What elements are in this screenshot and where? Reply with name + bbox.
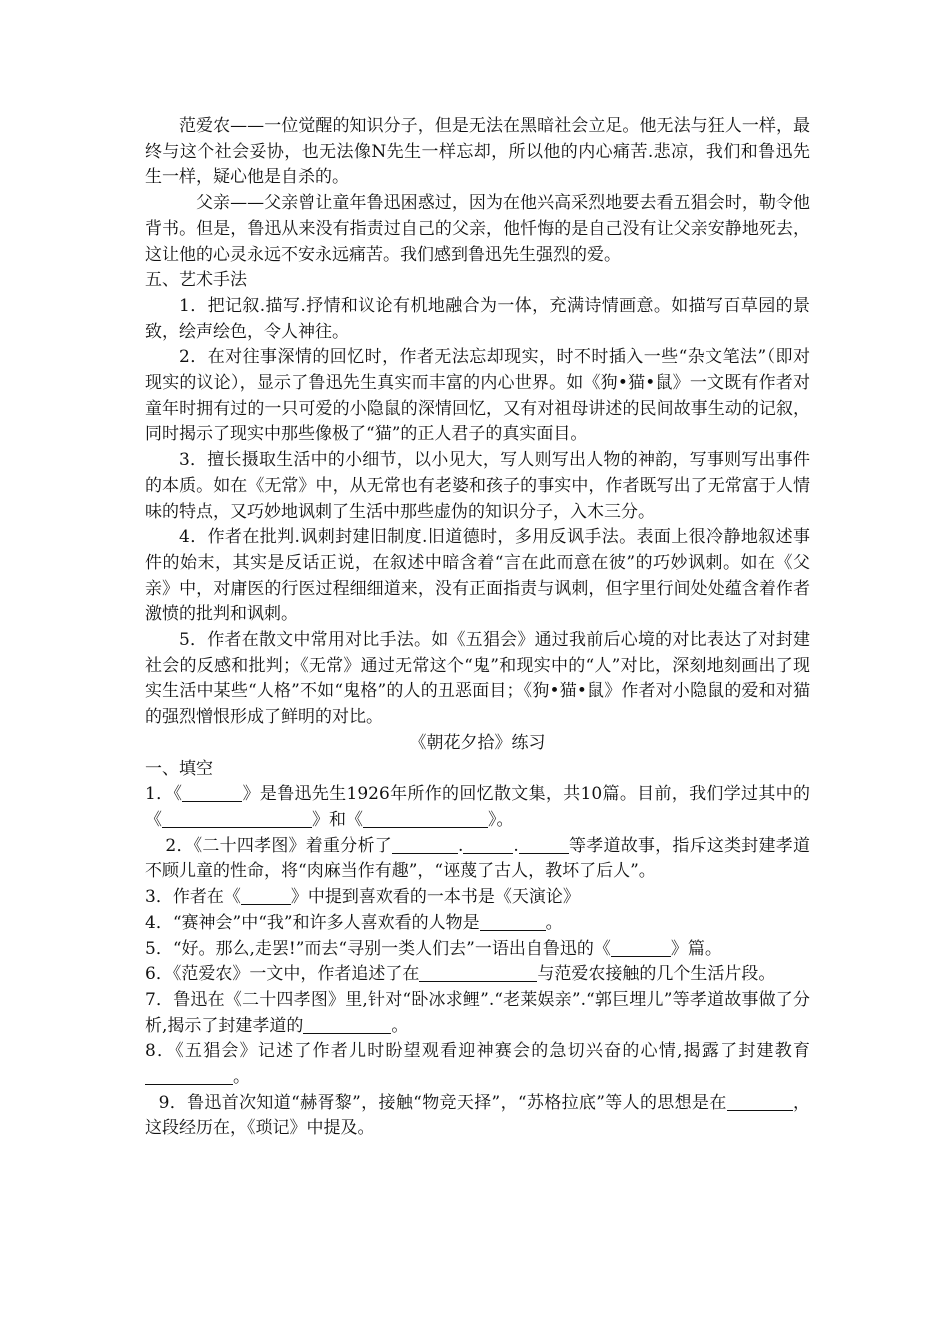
- answer-blank[interactable]: [419, 963, 537, 982]
- answer-blank[interactable]: [480, 912, 546, 931]
- answer-blank[interactable]: [162, 809, 312, 828]
- answer-blank[interactable]: [611, 938, 671, 957]
- answer-blank[interactable]: [241, 886, 291, 905]
- question-5: 5．“好。那么,走罢!”而去“寻别一类人们去”一语出自鲁迅的《 》篇。: [145, 938, 722, 959]
- question-3: 3．作者在《 》中提到喜欢看的一本书是《天演论》: [145, 887, 580, 908]
- answer-blank[interactable]: [392, 835, 458, 854]
- question-9: 9．鲁迅首次知道“赫胥黎”，接触“物竞天择”，“苏格拉底”等人的思想是在 ，这段经历在，《琐记》中提及。: [145, 1092, 810, 1139]
- paragraph-father: 父亲——父亲曾让童年鲁迅困惑过，因为在他兴高采烈地要去看五猖会时，勒令他背书。但是，鲁迅从来没有指责过自己的父亲，他忏悔的是自己没有让父亲安静地死去，这让他的心灵永远不安永远痛苦。我们感到鲁迅先生强烈的爱。: [145, 193, 810, 265]
- answer-blank[interactable]: [363, 809, 488, 828]
- answer-blank[interactable]: [303, 1015, 391, 1034]
- technique-item-2: 2．在对往事深情的回忆时，作者无法忘却现实，时不时插入一些“杂文笔法”（即对现实的议论），显示了鲁迅先生真实而丰富的内心世界。如《狗•猫•鼠》一文既有作者对童年时拥有过的一只可爱的小隐鼠的深情回忆，又有对祖母讲述的民间故事生动的记叙，同时揭示了现实中那些像极了“猫”的正人君子的真实面目。: [145, 347, 810, 445]
- technique-item-5: 5．作者在散文中常用对比手法。如《五猖会》通过我前后心境的对比表达了对封建社会的反感和批判；《无常》通过无常这个“鬼”和现实中的“人”对比，深刻地刻画出了现实生活中某些“人格”不如“鬼格”的人的丑恶面目；《狗•猫•鼠》作者对小隐鼠的爱和对猫的强烈憎恨形成了鲜明的对比。: [145, 630, 810, 728]
- question-7: 7．鲁迅在《二十四孝图》里,针对“卧冰求鲤”.“老莱娱亲”.“郭巨埋儿”等孝道故事做了分析,揭示了封建孝道的 。: [145, 989, 810, 1036]
- question-8: 8．《五猖会》记述了作者儿时盼望观看迎神赛会的急切兴奋的心情,揭露了封建教育。: [145, 1041, 810, 1088]
- question-1: 1．《 》是鲁迅先生1926年所作的回忆散文集，共10篇。目前，我们学过其中的《 》和《 》。: [145, 784, 810, 830]
- answer-blank[interactable]: [182, 783, 242, 802]
- question-4: 4．“赛神会”中“我”和许多人喜欢看的人物是 。: [145, 912, 563, 933]
- exercise-title: 《朝花夕拾》练习: [409, 732, 546, 753]
- paragraph-fan-ainong: 范爱农——一位觉醒的知识分子，但是无法在黑暗社会立足。他无法与狂人一样，最终与这个社会妥协，也无法像N先生一样忘却，所以他的内心痛苦.悲凉，我们和鲁迅先生一样，疑心他是自杀的。: [145, 116, 810, 188]
- answer-blank[interactable]: [519, 835, 569, 854]
- technique-item-1: 1．把记叙.描写.抒情和议论有机地融合为一体，充满诗情画意。如描写百草园的景致，绘声绘色，令人神往。: [145, 295, 810, 342]
- exercise-heading-fill-blanks: 一、填空: [145, 758, 213, 779]
- question-6: 6．《范爱农》一文中，作者追述了在 与范爱农接触的几个生活片段。: [145, 964, 776, 985]
- answer-blank[interactable]: [463, 835, 513, 854]
- answer-blank[interactable]: [727, 1092, 793, 1111]
- technique-item-4: 4．作者在批判.讽刺封建旧制度.旧道德时，多用反讽手法。表面上很冷静地叙述事件的始末，其实是反话正说，在叙述中暗含着“言在此而意在彼”的巧妙讽刺。如在《父亲》中，对庸医的行医过程细细道来，没有正面指责与讽刺，但字里行间处处蕴含着作者激愤的批判和讽刺。: [145, 527, 810, 625]
- page-content: [145, 114, 810, 1142]
- section-heading-art-techniques: 五、艺术手法: [145, 270, 247, 291]
- answer-blank[interactable]: [145, 1066, 233, 1085]
- question-2: 2．《二十四孝图》着重分析了 . . 等孝道故事，指斥这类封建孝道不顾儿童的性命，将“肉麻当作有趣”，“诬蔑了古人，教坏了后人”。: [145, 835, 810, 882]
- technique-item-3: 3．擅长摄取生活中的小细节，以小见大，写人则写出人物的神韵，写事则写出事件的本质。如在《无常》中，从无常也有老婆和孩子的事实中，作者既写出了无常富于人情味的特点，又巧妙地讽刺了生活中那些虚伪的知识分子，入木三分。: [145, 450, 810, 522]
